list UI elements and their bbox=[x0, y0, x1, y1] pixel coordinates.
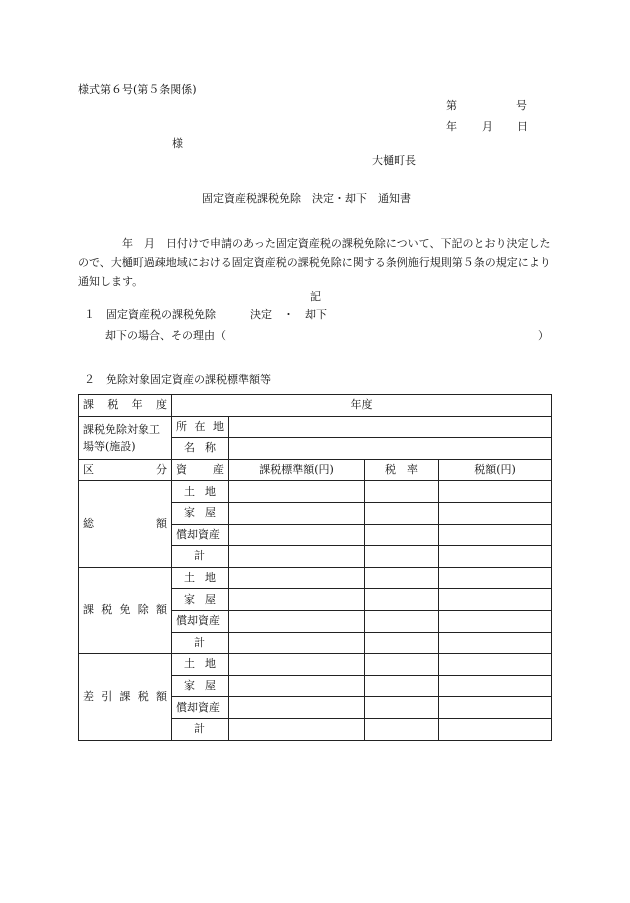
date-day: 日 bbox=[517, 120, 528, 133]
standard-amount-cell bbox=[229, 502, 365, 524]
tax-rate-cell bbox=[365, 502, 439, 524]
tax-rate-cell bbox=[365, 654, 439, 676]
standard-amount-cell bbox=[229, 654, 365, 676]
standard-amount-header: 課税標準額(円) bbox=[229, 459, 365, 481]
asset-subtotal: 計 bbox=[172, 632, 229, 654]
asset-depreciable-assets: 償却資産 bbox=[172, 697, 229, 719]
tax-amount-cell bbox=[439, 481, 552, 503]
asset-land: 土 地 bbox=[172, 481, 229, 503]
tax-rate-cell bbox=[365, 718, 439, 740]
table-header-row bbox=[79, 459, 552, 481]
standard-amount-cell bbox=[229, 632, 365, 654]
standard-amount-cell bbox=[229, 718, 365, 740]
standard-amount-cell bbox=[229, 589, 365, 611]
asset-building: 家 屋 bbox=[172, 589, 229, 611]
item1-options: 決定 ・ 却下 bbox=[250, 308, 327, 321]
table-row bbox=[79, 416, 552, 438]
standard-amount-cell bbox=[229, 610, 365, 632]
addressee-suffix: 様 bbox=[172, 137, 183, 150]
name-value bbox=[229, 438, 552, 460]
assessment-table bbox=[78, 394, 552, 741]
tax-rate-cell bbox=[365, 632, 439, 654]
table-row bbox=[79, 654, 552, 676]
asset-land: 土 地 bbox=[172, 654, 229, 676]
total-amount-label: 総 額 bbox=[79, 481, 172, 567]
tax-year-value: 年度 bbox=[172, 395, 552, 417]
tax-rate-cell bbox=[365, 524, 439, 546]
standard-amount-cell bbox=[229, 524, 365, 546]
tax-amount-cell bbox=[439, 632, 552, 654]
date-year: 年 bbox=[446, 120, 457, 133]
net-taxable-amount-label: 差 引 課 税 額 bbox=[79, 654, 172, 740]
asset-building: 家 屋 bbox=[172, 675, 229, 697]
tax-amount-cell bbox=[439, 654, 552, 676]
asset-depreciable-assets: 償却資産 bbox=[172, 524, 229, 546]
asset-land: 土 地 bbox=[172, 567, 229, 589]
standard-amount-cell bbox=[229, 567, 365, 589]
facility-label: 課税免除対象工場等(施設) bbox=[79, 416, 172, 459]
tax-year-label: 課 税 年 度 bbox=[79, 395, 172, 417]
tax-rate-cell bbox=[365, 567, 439, 589]
tax-amount-cell bbox=[439, 567, 552, 589]
date-month: 月 bbox=[482, 120, 493, 133]
body-text: 年 月 日付けで申請のあった固定資産税の課税免除について、下記のとおり決定したので、大樋町過疎地域における固定資産税の課税免除に関する条例施行規則第５条の規定により通知します。 bbox=[78, 237, 551, 288]
assessment-groups bbox=[79, 481, 552, 740]
asset-depreciable-assets: 償却資産 bbox=[172, 610, 229, 632]
rejection-reason-close: ） bbox=[538, 329, 549, 342]
location-value bbox=[229, 416, 552, 438]
name-label: 名 称 bbox=[172, 438, 229, 460]
number-prefix: 第 bbox=[446, 99, 457, 112]
tax-amount-cell bbox=[439, 697, 552, 719]
table-row bbox=[79, 481, 552, 503]
sender: 大樋町長 bbox=[372, 154, 416, 167]
table-row bbox=[79, 395, 552, 417]
tax-rate-cell bbox=[365, 481, 439, 503]
tax-rate-header: 税 率 bbox=[365, 459, 439, 481]
asset-subtotal: 計 bbox=[172, 718, 229, 740]
tax-amount-cell bbox=[439, 589, 552, 611]
asset-header: 資 産 bbox=[172, 459, 229, 481]
category-header: 区 分 bbox=[79, 459, 172, 481]
item1-label: １ 固定資産税の課税免除 bbox=[84, 308, 216, 321]
asset-building: 家 屋 bbox=[172, 502, 229, 524]
body-paragraph bbox=[78, 234, 553, 291]
location-label: 所 在 地 bbox=[172, 416, 229, 438]
tax-rate-cell bbox=[365, 546, 439, 568]
tax-amount-cell bbox=[439, 546, 552, 568]
form-label: 様式第６号(第５条関係) bbox=[78, 83, 197, 96]
exempt-amount-label: 課 税 免 除 額 bbox=[79, 567, 172, 653]
tax-rate-cell bbox=[365, 675, 439, 697]
item2-label: ２ 免除対象固定資産の課税標準額等 bbox=[84, 373, 271, 386]
tax-rate-cell bbox=[365, 589, 439, 611]
tax-amount-cell bbox=[439, 502, 552, 524]
rejection-reason-label: 却下の場合、その理由（ bbox=[105, 329, 226, 342]
asset-subtotal: 計 bbox=[172, 546, 229, 568]
tax-amount-cell bbox=[439, 610, 552, 632]
number-suffix: 号 bbox=[516, 99, 527, 112]
table-row bbox=[79, 567, 552, 589]
tax-amount-cell bbox=[439, 675, 552, 697]
standard-amount-cell bbox=[229, 481, 365, 503]
tax-amount-cell bbox=[439, 718, 552, 740]
tax-rate-cell bbox=[365, 697, 439, 719]
standard-amount-cell bbox=[229, 546, 365, 568]
tax-amount-cell bbox=[439, 524, 552, 546]
document-title: 固定資産税課税免除 決定・却下 通知書 bbox=[202, 192, 411, 205]
standard-amount-cell bbox=[229, 697, 365, 719]
record-heading: 記 bbox=[310, 290, 321, 303]
tax-rate-cell bbox=[365, 610, 439, 632]
standard-amount-cell bbox=[229, 675, 365, 697]
tax-amount-header: 税額(円) bbox=[439, 459, 552, 481]
